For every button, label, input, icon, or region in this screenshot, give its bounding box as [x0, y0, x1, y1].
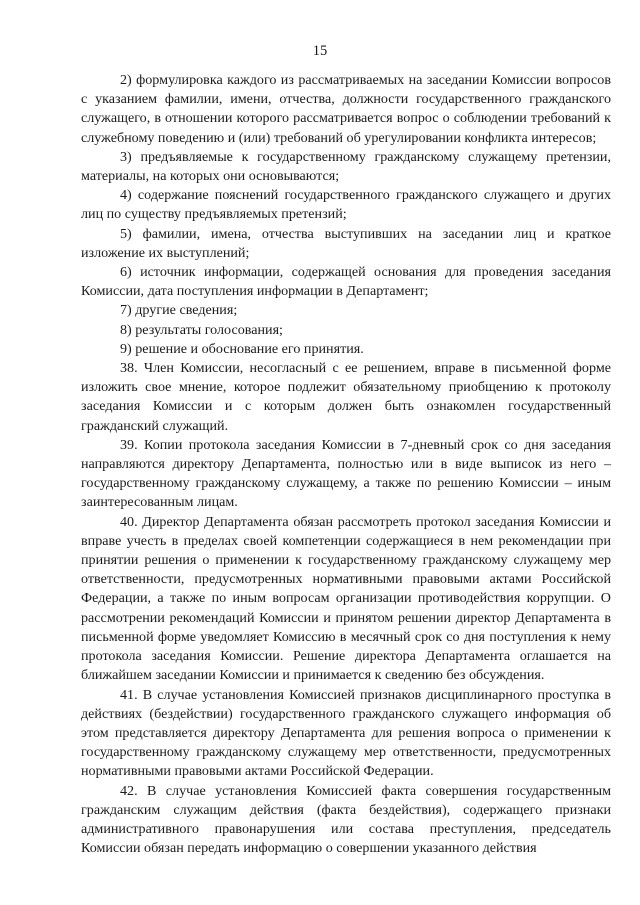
paragraph-item-2: 2) формулировка каждого из рассматриваемых на заседании Комиссии вопросов с указанием фамилии, имени, отчества, должности государственного гражданского служащего, в отношении которого рассматривается вопрос о соблюдении требований к служебному поведению и (или) требований об урегулировании конфликта интересов; — [81, 72, 611, 146]
paragraph-item-8: 8) результаты голосования; — [120, 321, 283, 338]
paragraph-item-4: 4) содержание пояснений государственного гражданского служащего и других лиц по существу предъявляемых претензий; — [81, 187, 611, 223]
paragraph-item-7: 7) другие сведения; — [120, 302, 238, 319]
paragraph-clause-41: 41. В случае установления Комиссией признаков дисциплинарного проступка в действиях (бездействии) государственного гражданского служащего информация об этом представляется директору Департамента для решения вопроса о применении к государственному гражданскому служащему мер ответственности, предусмотренных нормативными правовыми актами Российской Федерации. — [81, 686, 611, 780]
paragraph-item-3: 3) предъявляемые к государственному гражданскому служащему претензии, материалы, на которых они основываются; — [81, 148, 611, 185]
page-number: 15 — [312, 43, 328, 59]
paragraph-item-6: 6) источник информации, содержащей основания для проведения заседания Комиссии, дата поступления информации в Департамент; — [81, 264, 611, 300]
paragraph-clause-42: 42. В случае установления Комиссией факта совершения государственным гражданским служащим действия (факта бездействия), содержащего признаки административного правонарушения или состава преступления, председатель Комиссии обязан передать информацию о совершении указанного действия — [81, 782, 611, 857]
paragraph-clause-39: 39. Копии протокола заседания Комиссии в 7-дневный срок со дня заседания направляются директору Департамента, полностью или в виде выписок из него – государственному гражданскому служащему, а также по решению Комиссии – иным заинтересованным лицам. — [81, 436, 611, 511]
paragraph-item-9: 9) решение и обоснование его принятия. — [120, 340, 364, 357]
document-body — [81, 71, 611, 858]
paragraph-clause-38: 38. Член Комиссии, несогласный с ее решением, вправе в письменной форме изложить свое мнение, которое подлежит обязательному приобщению к протоколу заседания Комиссии и с которым должен быть ознакомлен государственный гражданский служащий. — [81, 360, 611, 434]
paragraph-clause-40: 40. Директор Департамента обязан рассмотреть протокол заседания Комиссии и вправе учесть в пределах своей компетенции содержащиеся в нем рекомендации при принятии решения о применении к государственному гражданскому служащему мер ответственности, предусмотренных нормативными правовыми актами Российской Федерации, а также по иным вопросам организации противодействия коррупции. О рассмотрении рекомендаций Комиссии и принятом решении директор Департамента в письменной форме уведомляет Комиссию в месячный срок со дня поступления к нему протокола заседания Комиссии. Решение директора Департамента оглашается на ближайшем заседании Комиссии и принимается к сведению без обсуждения. — [81, 513, 611, 684]
paragraph-item-5: 5) фамилии, имена, отчества выступивших на заседании лиц и краткое изложение их выступлений; — [81, 225, 611, 261]
